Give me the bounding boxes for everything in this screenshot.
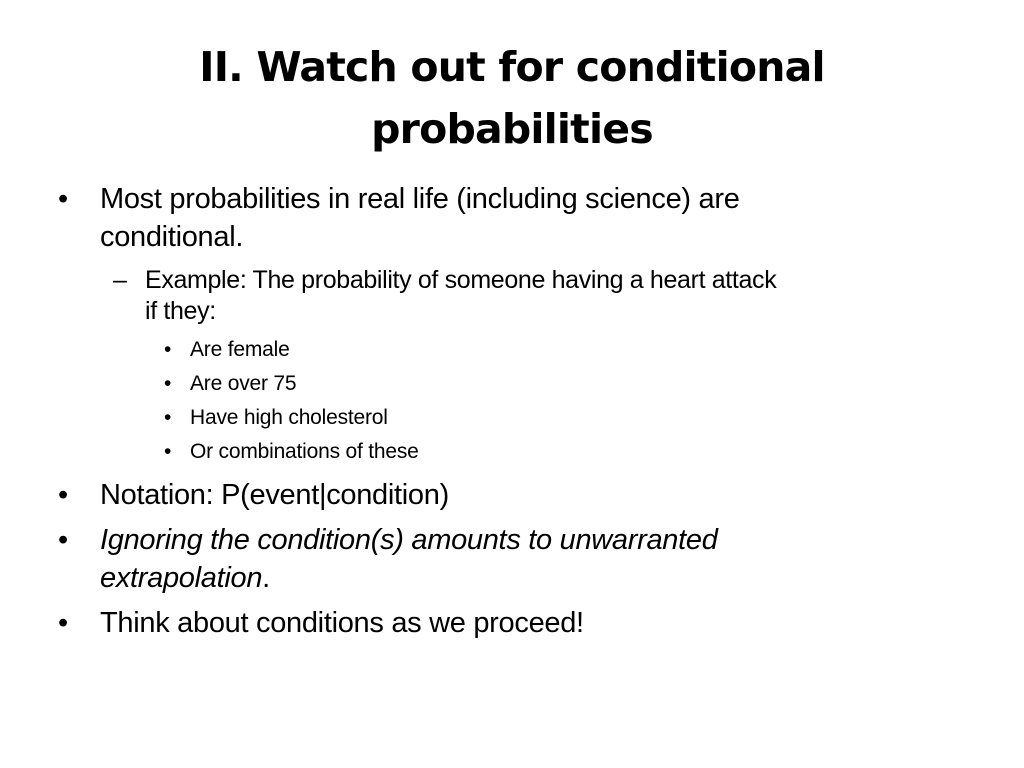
third-level-bullet-text: Or combinations of these [190, 440, 419, 463]
sub-bullet-item [113, 265, 777, 327]
bullet-text-line [100, 559, 718, 597]
bullet-icon: • [58, 479, 68, 511]
slide-title: II. Watch out for conditional probabilities [199, 43, 825, 153]
third-level-bullet-text: Are female [190, 338, 290, 361]
sub-bullet-text-line: if they: [145, 297, 216, 325]
dash-icon: – [113, 266, 127, 294]
bullet-icon: • [58, 183, 68, 215]
bullet-text: Notation: P(event|condition) [100, 479, 449, 511]
italic-text-line: Ignoring the condition(s) amounts to unwarranted [100, 524, 718, 556]
bullet-item [58, 604, 584, 642]
bullet-icon: • [164, 440, 172, 463]
bullet-icon: • [164, 338, 172, 361]
third-level-bullet-item [164, 371, 297, 397]
bullet-icon: • [164, 372, 172, 395]
bullet-item [58, 180, 740, 256]
bullet-icon: • [58, 524, 68, 556]
sentence-period: . [262, 562, 270, 594]
bullet-text-line: conditional. [100, 221, 244, 253]
sub-bullet-text-line: Example: The probability of someone having a heart attack [145, 266, 777, 294]
third-level-bullet-text: Are over 75 [190, 372, 297, 395]
bullet-icon: • [164, 406, 172, 429]
bullet-icon: • [58, 607, 68, 639]
bullet-text: Think about conditions as we proceed! [100, 607, 584, 639]
third-level-bullet-item [164, 337, 290, 363]
third-level-bullet-item [164, 439, 419, 465]
bullet-text-line: Most probabilities in real life (including science) are [100, 183, 740, 215]
third-level-bullet-item [164, 405, 388, 431]
bullet-item [58, 521, 718, 597]
third-level-bullet-text: Have high cholesterol [190, 406, 388, 429]
italic-text: extrapolation [100, 562, 263, 594]
bullet-item [58, 476, 449, 514]
